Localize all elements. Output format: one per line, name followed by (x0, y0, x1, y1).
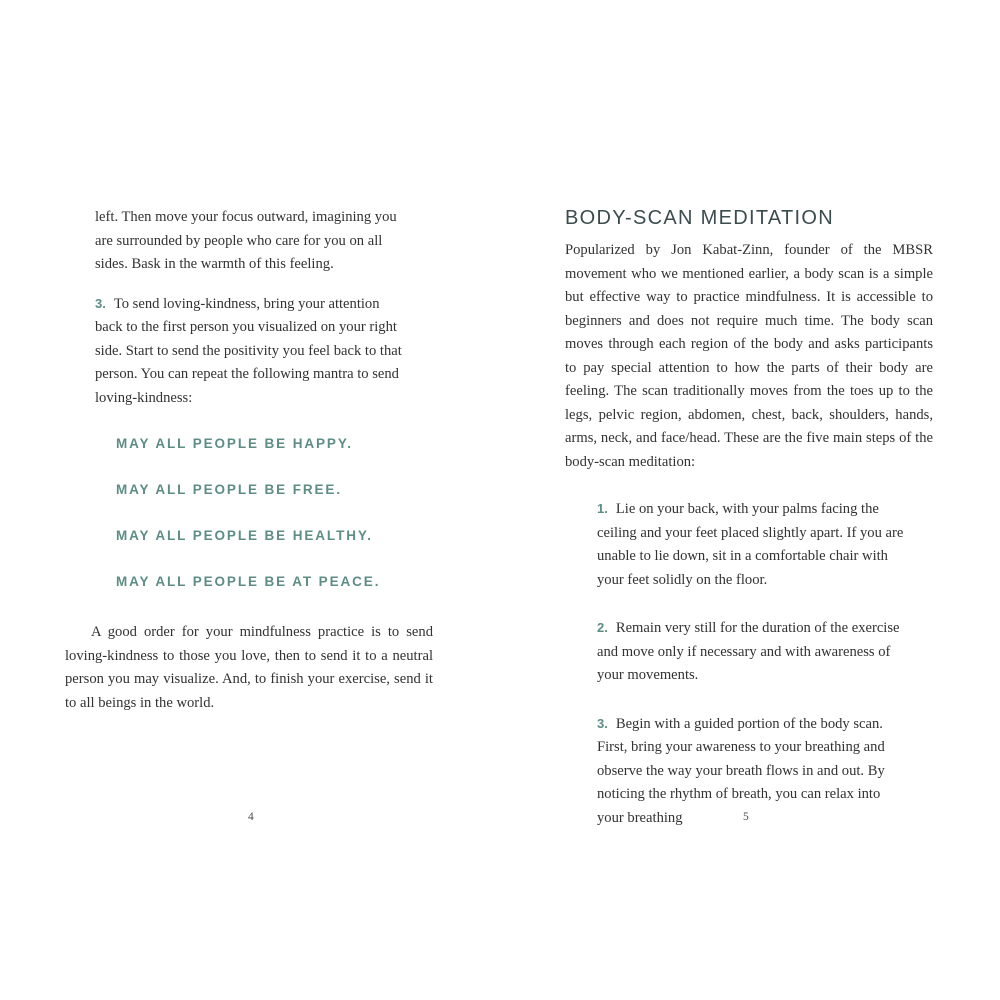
mantra-healthy: MAY ALL PEOPLE BE HEALTHY. (116, 528, 373, 543)
step-number: 1. (597, 501, 608, 516)
left-closing-paragraph: A good order for your mindfulness practice is to send loving-kindness to those you love, then to send it to a neutral person you may visualize. And, to finish your exercise, send it to all beings in the world. (65, 624, 433, 711)
mantra-at-peace: MAY ALL PEOPLE BE AT PEACE. (116, 574, 381, 589)
step-3 (597, 712, 909, 831)
step-text: Lie on your back, with your palms facing the ceiling and your feet placed slightly apart. If you are unable to lie down, sit in a comfortable chair with your feet solidly on the floor. (597, 501, 904, 588)
left-list-item-3 (95, 292, 402, 411)
section-heading: BODY-SCAN MEDITATION (565, 207, 834, 229)
page-number-left: 4 (248, 811, 254, 823)
step-text: Remain very still for the duration of the exercise and move only if necessary and with awareness of your movements. (597, 620, 900, 683)
left-continuation-paragraph: left. Then move your focus outward, imagining you are surrounded by people who care for you on all sides. Bask in the warmth of this feeling. (95, 209, 397, 272)
list-number: 3. (95, 295, 106, 311)
right-intro-paragraph: Popularized by Jon Kabat-Zinn, founder of the MBSR movement who we mentioned earlier, a body scan is a simple but effective way to practice mindfulness. It is accessible to beginners and does not require much time. The body scan moves through each region of the body and asks participants to pay special attention to how the parts of their body are feeling. The scan traditionally moves from the toes up to the legs, pelvic region, abdomen, chest, back, shoulders, hands, arms, neck, and face/head. These are the five main steps of the body-scan meditation: (565, 242, 933, 470)
step-text: Begin with a guided portion of the body scan. First, bring your awareness to your breathing and observe the way your breath flows in and out. By noticing the rhythm of breath, you can relax into your breathing (597, 715, 885, 826)
list-text: To send loving-kindness, bring your attention back to the first person you visualized on your right side. Start to send the positivity you feel back to that person. You can repeat the following mantra to send loving-kindness: (95, 295, 402, 406)
step-2 (597, 616, 909, 688)
step-number: 2. (597, 620, 608, 635)
step-number: 3. (597, 715, 608, 731)
page-number-right: 5 (743, 811, 749, 823)
mantra-happy: MAY ALL PEOPLE BE HAPPY. (116, 436, 353, 451)
step-1 (597, 497, 909, 592)
mantra-free: MAY ALL PEOPLE BE FREE. (116, 482, 342, 497)
page-right (565, 206, 933, 854)
page-left (65, 206, 433, 715)
